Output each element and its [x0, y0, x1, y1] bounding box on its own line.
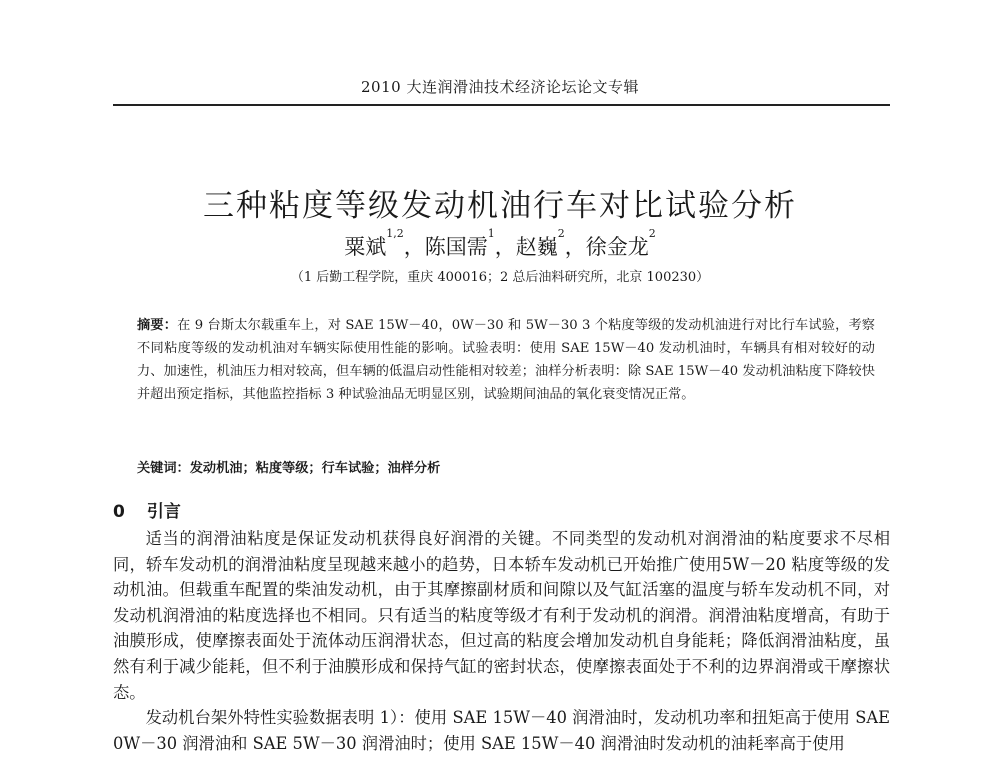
author-separator: ， — [494, 235, 516, 259]
author-name: 赵巍 — [515, 235, 558, 259]
body-paragraph: 适当的润滑油粘度是保证发动机获得良好润滑的关键。不同类型的发动机对润滑油的粘度要求不尽相同，轿车发动机的润滑油粘度呈现越来越小的趋势，日本轿车发动机已开始推广使用5W－20 粘度等级的发动机油。但载重车配置的柴油发动机，由于其摩擦副材质和间隙以及气缸活塞的温度与轿车发动机不同，对发动机润滑油的粘度选择也不相同。只有适当的粘度等级才有利于发动机的润滑。润滑油粘度增高，有助于油膜形成，使摩擦表面处于流体动压润滑状态，但过高的粘度会增加发动机自身能耗；降低润滑油粘度，虽然有利于减少能耗，但不利于油膜形成和保持气缸的密封状态，使摩擦表面处于不利的边界润滑或干摩擦状态。 — [113, 529, 890, 702]
author-list — [0, 227, 1000, 261]
author-affil-sup: 1 — [487, 227, 495, 240]
author-affil-sup: 1,2 — [386, 227, 404, 240]
author-affil-sup: 2 — [557, 227, 565, 240]
author-name: 陈国需 — [424, 235, 488, 259]
author-name: 粟斌 — [344, 235, 387, 259]
author-affil-sup: 2 — [648, 227, 656, 240]
abstract-label: 摘要： — [137, 318, 178, 333]
section-title: 引言 — [146, 502, 181, 522]
keywords — [137, 457, 875, 476]
abstract — [137, 314, 875, 406]
author-separator: ， — [564, 235, 586, 259]
section-number: 0 — [113, 502, 125, 522]
author-separator: ， — [403, 235, 425, 259]
paper-title: 三种粘度等级发动机油行车对比试验分析 — [203, 187, 797, 224]
keywords-text: 发动机油；粘度等级；行车试验；油样分析 — [189, 461, 441, 476]
body-paragraph: 发动机台架外特性实验数据表明 1）：使用 SAE 15W－40 润滑油时，发动机功率和扭矩高于使用 SAE 0W－30 润滑油和 SAE 5W－30 润滑油时；使用 SAE 15W－40 润滑油时发动机的油耗率高于使用 — [113, 708, 890, 753]
abstract-text: 在 9 台斯太尔载重车上，对 SAE 15W－40，0W－30 和 5W－30 3 个粘度等级的发动机油进行对比行车试验，考察不同粘度等级的发动机油对车辆实际使用性能的影响。试验表明：使用 SAE 15W－40 发动机油时，车辆具有相对较好的动力、加速性，机油压力相对较高，但车辆的低温启动性能相对较差；油样分析表明：除 SAE 15W－40 发动机油粘度下降较快并超出预定指标，其他监控指标 3 种试验油品无明显区别，试验期间油品的氧化衰变情况正常。 — [137, 318, 875, 402]
header-rule — [113, 104, 890, 106]
author-name: 徐金龙 — [585, 235, 649, 259]
affiliation: （1 后勤工程学院，重庆 400016；2 总后油料研究所，北京 100230） — [290, 270, 710, 285]
body-text — [113, 526, 890, 756]
running-header: 2010 大连润滑油技术经济论坛论文专辑 — [361, 78, 639, 96]
keywords-label: 关键词： — [137, 461, 190, 476]
section-heading — [113, 497, 181, 522]
